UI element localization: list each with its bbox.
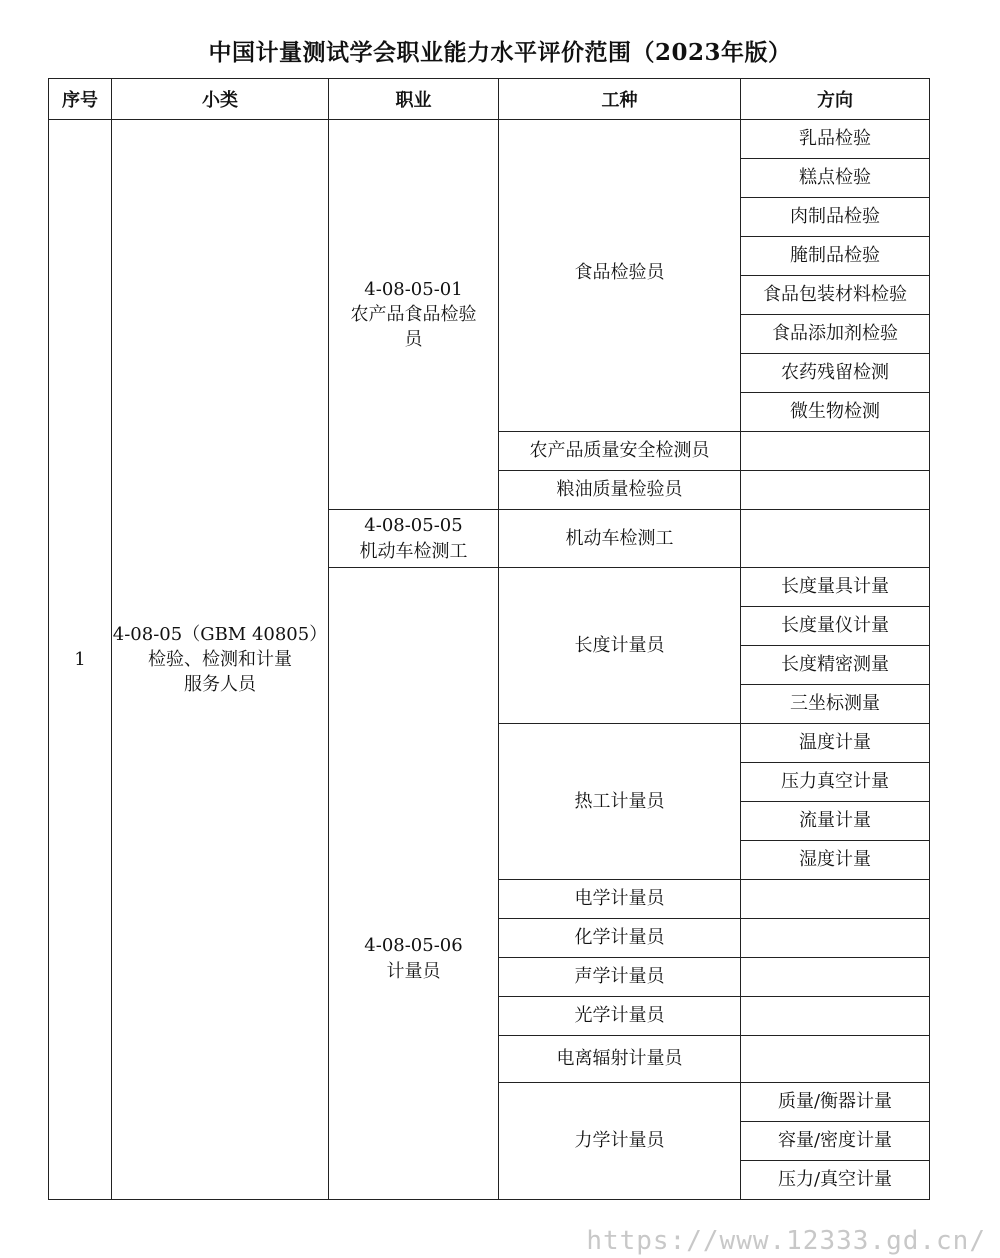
trade-food-inspector: 食品检验员	[499, 120, 741, 432]
header-trade: 工种	[499, 79, 741, 120]
occupation-name-line2: 员	[404, 329, 423, 351]
occupation-name-line1: 计量员	[386, 960, 441, 982]
direction-cell: 三坐标测量	[741, 685, 930, 724]
direction-cell: 腌制品检验	[741, 237, 930, 276]
subcategory-name-line1: 检验、检测和计量	[148, 648, 292, 670]
direction-cell-empty	[741, 1036, 930, 1083]
table-row	[49, 120, 930, 159]
trade-chemical: 化学计量员	[499, 919, 741, 958]
direction-cell: 乳品检验	[741, 120, 930, 159]
direction-cell-empty	[741, 997, 930, 1036]
trade-thermal: 热工计量员	[499, 724, 741, 880]
occupation-code: 4-08-05-05	[364, 515, 463, 537]
subcategory-code: 4-08-05（GBM 40805）	[112, 623, 328, 645]
trade-agri-quality: 农产品质量安全检测员	[499, 432, 741, 471]
trade-optical: 光学计量员	[499, 997, 741, 1036]
direction-cell: 压力/真空计量	[741, 1161, 930, 1200]
occupation-name-line1: 机动车检测工	[359, 540, 468, 562]
direction-cell: 农药残留检测	[741, 354, 930, 393]
direction-cell-empty	[741, 958, 930, 997]
subcategory-name-line2: 服务人员	[184, 674, 256, 696]
evaluation-scope-table	[48, 78, 930, 1200]
trade-acoustic: 声学计量员	[499, 958, 741, 997]
occupation-vehicle-cell	[329, 510, 499, 568]
occupation-food-cell	[329, 120, 499, 510]
direction-cell: 食品包装材料检验	[741, 276, 930, 315]
direction-cell: 湿度计量	[741, 841, 930, 880]
direction-cell: 长度精密测量	[741, 646, 930, 685]
direction-cell: 流量计量	[741, 802, 930, 841]
trade-electrical: 电学计量员	[499, 880, 741, 919]
direction-cell: 温度计量	[741, 724, 930, 763]
direction-cell: 糕点检验	[741, 159, 930, 198]
trade-grain-oil: 粮油质量检验员	[499, 471, 741, 510]
direction-cell: 肉制品检验	[741, 198, 930, 237]
direction-cell: 压力真空计量	[741, 763, 930, 802]
direction-cell: 容量/密度计量	[741, 1122, 930, 1161]
subcategory-cell	[112, 120, 329, 1200]
direction-cell-empty	[741, 471, 930, 510]
document-title: 中国计量测试学会职业能力水平评价范围（2023年版）	[208, 39, 792, 66]
website-watermark: https://www.12333.gd.cn/	[586, 1226, 986, 1256]
occupation-code: 4-08-05-01	[364, 278, 463, 300]
header-serial: 序号	[49, 79, 112, 120]
occupation-code: 4-08-05-06	[364, 935, 463, 957]
direction-cell: 质量/衡器计量	[741, 1083, 930, 1122]
direction-cell-empty	[741, 432, 930, 471]
trade-length: 长度计量员	[499, 568, 741, 724]
direction-cell-empty	[741, 510, 930, 568]
direction-cell: 长度量仪计量	[741, 607, 930, 646]
trade-mechanical: 力学计量员	[499, 1083, 741, 1200]
header-direction: 方向	[741, 79, 930, 120]
header-row	[49, 79, 930, 120]
trade-vehicle: 机动车检测工	[499, 510, 741, 568]
direction-cell: 食品添加剂检验	[741, 315, 930, 354]
header-subcategory: 小类	[112, 79, 329, 120]
occupation-name-line1: 农产品食品检验	[350, 303, 477, 325]
direction-cell: 微生物检测	[741, 393, 930, 432]
occupation-metrology-cell	[329, 568, 499, 1200]
serial-cell: 1	[49, 120, 112, 1200]
direction-cell: 长度量具计量	[741, 568, 930, 607]
trade-ionizing: 电离辐射计量员	[499, 1036, 741, 1083]
header-occupation: 职业	[329, 79, 499, 120]
direction-cell-empty	[741, 880, 930, 919]
direction-cell-empty	[741, 919, 930, 958]
